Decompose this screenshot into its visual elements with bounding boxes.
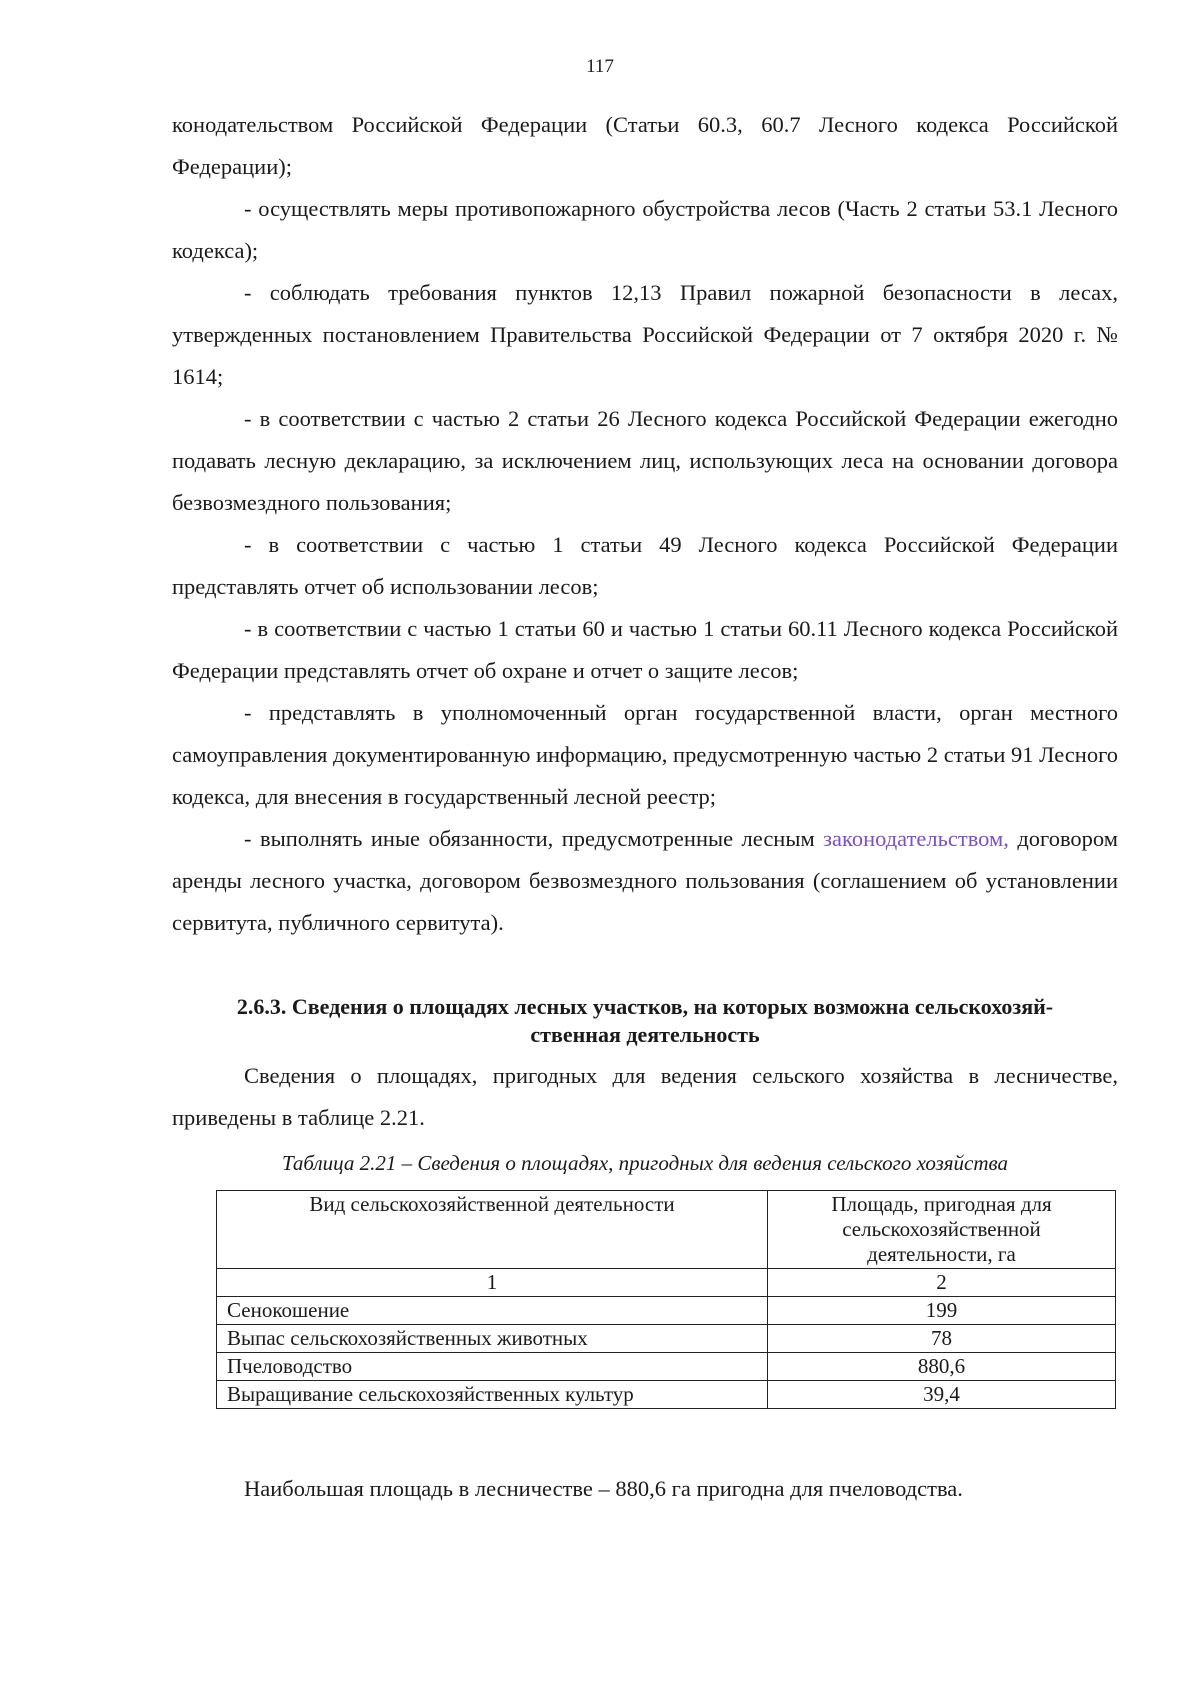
table-header-area: Площадь, пригодная для сельскохозяйственной деятельности, га [768, 1191, 1116, 1269]
table-row [217, 1381, 1116, 1409]
table-cell-area: 199 [768, 1297, 1116, 1325]
list-item: - представлять в уполномоченный орган государственной власти, орган местного самоуправления документированную информацию, предусмотренную частью 2 статьи 91 Лесного кодекса, для внесения в государственный лесной реестр; [172, 700, 1118, 809]
table-cell-activity: Выпас сельскохозяйственных животных [217, 1325, 768, 1353]
paragraph-continuation: конодательством Российской Федерации (Статьи 60.3, 60.7 Лесного кодекса Российской Федерации); [172, 112, 1118, 179]
list-item-last [172, 818, 1118, 944]
list-item: - соблюдать требования пунктов 12,13 Правил пожарной безопасности в лесах, утвержденных постановлением Правительства Российской Федерации от 7 октября 2020 г. № 1614; [172, 280, 1118, 389]
table-row [217, 1325, 1116, 1353]
legislation-link[interactable]: законодательством, [823, 826, 1009, 851]
table-cell-activity: Пчеловодство [217, 1353, 768, 1381]
agriculture-area-table [216, 1190, 1116, 1409]
table-column-number: 2 [768, 1269, 1116, 1297]
list-item: - осуществлять меры противопожарного обустройства лесов (Часть 2 статьи 53.1 Лесного кодекса); [172, 196, 1118, 263]
table-cell-activity: Выращивание сельскохозяйственных культур [217, 1381, 768, 1409]
list-item: - в соответствии с частью 1 статьи 49 Лесного кодекса Российской Федерации представлять отчет об использовании лесов; [172, 532, 1118, 599]
list-item: - в соответствии с частью 2 статьи 26 Лесного кодекса Российской Федерации ежегодно подавать лесную декларацию, за исключением лиц, использующих леса на основании договора безвозмездного пользования; [172, 406, 1118, 515]
obligations-list [172, 104, 1118, 944]
table-header-row [217, 1191, 1116, 1269]
table-cell-area: 39,4 [768, 1381, 1116, 1409]
list-item-text-before-link: - выполнять иные обязанности, предусмотренные лесным [244, 826, 824, 851]
table-row [217, 1353, 1116, 1381]
table-cell-area: 78 [768, 1325, 1116, 1353]
table-column-numbers-row [217, 1269, 1116, 1297]
table-column-number: 1 [217, 1269, 768, 1297]
section-intro [172, 1055, 1118, 1139]
section-heading-line: 2.6.3. Сведения о площадях лесных участков, на которых возможна сельскохозяй- [236, 994, 1054, 1019]
conclusion-text: Наибольшая площадь в лесничестве – 880,6 га пригодна для пчеловодства. [244, 1476, 963, 1501]
table-row [217, 1297, 1116, 1325]
section-heading-line: ственная деятельность [530, 1022, 760, 1047]
table-caption: Таблица 2.21 – Сведения о площадях, пригодных для ведения сельского хозяйства [281, 1151, 1009, 1175]
page-number: 117 [586, 56, 614, 77]
section-heading [172, 993, 1118, 1049]
table-header-activity: Вид сельскохозяйственной деятельности [217, 1191, 768, 1269]
list-item: - в соответствии с частью 1 статьи 60 и частью 1 статьи 60.11 Лесного кодекса Российской Федерации представлять отчет об охране и отчет о защите лесов; [172, 616, 1118, 683]
list-item-text-after-link: договором аренды лесного участка, договором безвозмездного пользования (соглашением об установлении сервитута, публичного сервитута). [172, 826, 1118, 935]
table-cell-activity: Сенокошение [217, 1297, 768, 1325]
section-intro-text: Сведения о площадях, пригодных для ведения сельского хозяйства в лесничестве, приведены в таблице 2.21. [172, 1063, 1118, 1130]
table-cell-area: 880,6 [768, 1353, 1116, 1381]
